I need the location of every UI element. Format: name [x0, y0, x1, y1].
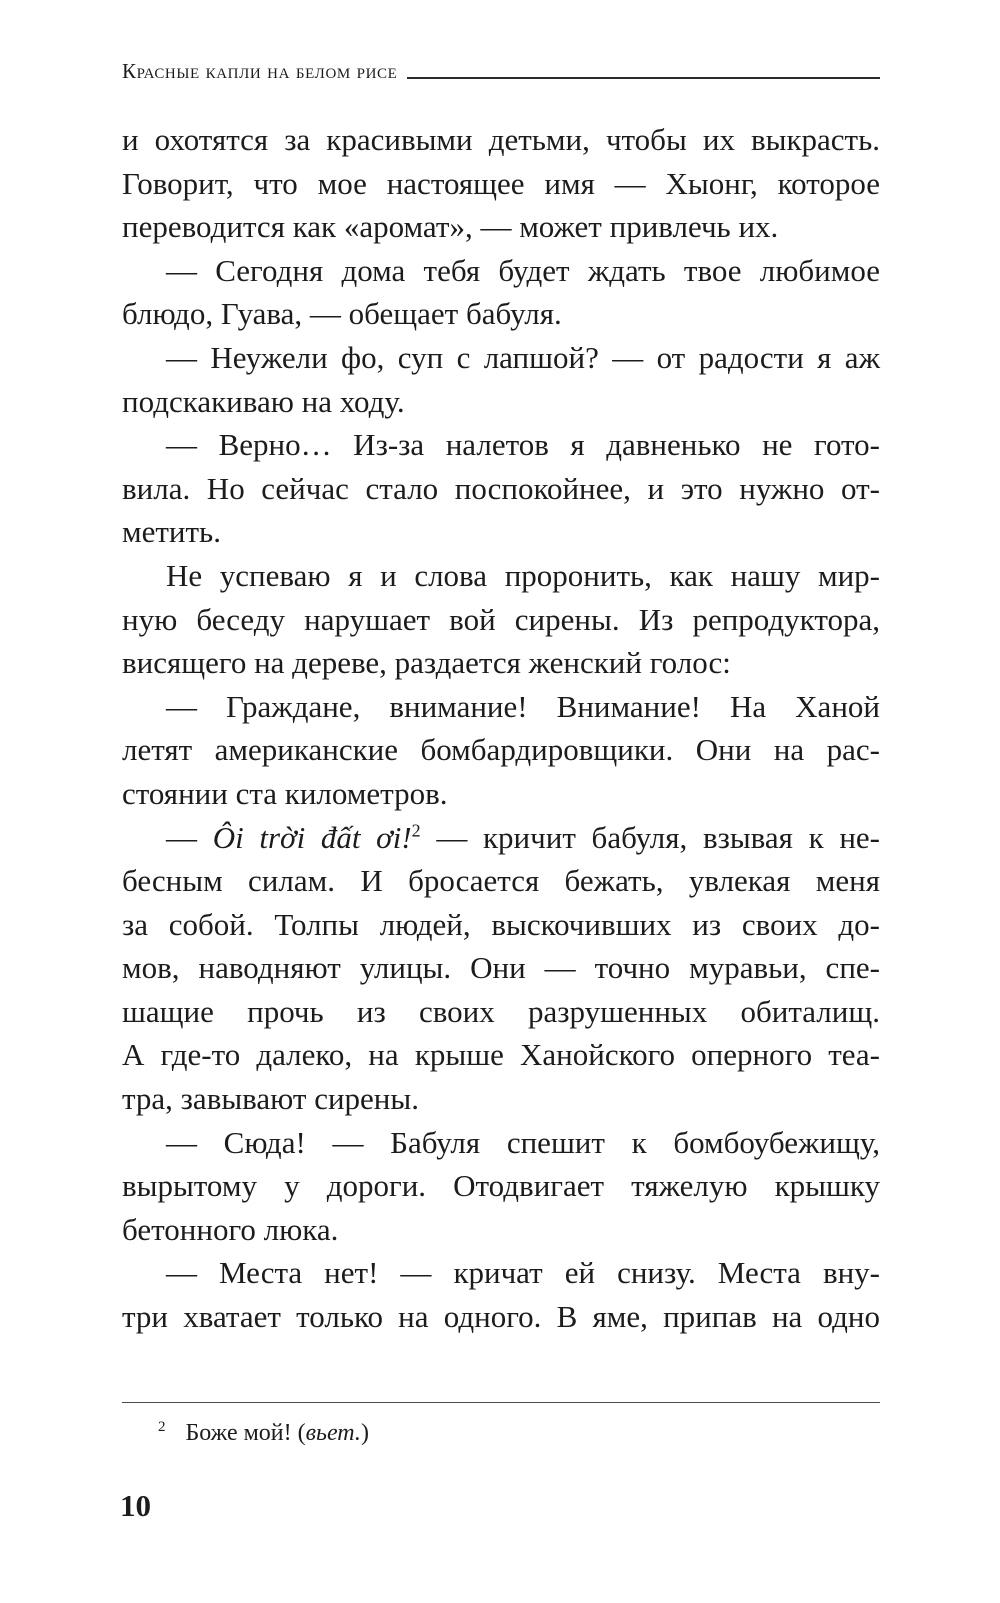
text-line: бетонного люка. [122, 1211, 339, 1247]
text-line-with-footnote-ref [122, 816, 880, 860]
text-line: переводится как «аромат», — может привлечь их. [122, 209, 779, 245]
text-line: — Верно… Из-за налетов я давненько не гото- [166, 427, 880, 463]
footnote-text: Боже мой! ( [185, 1420, 306, 1446]
text-line: А где-то далеко, на крыше Ханойского оперного теа- [122, 1037, 880, 1073]
text-line: Говорит, что мое настоящее имя — Хыонг, которое [122, 165, 880, 201]
text-line: шащие прочь из своих разрушенных обиталищ. [122, 993, 880, 1029]
text-line: — Сегодня дома тебя будет ждать твое любимое [166, 252, 880, 288]
footnote [158, 1418, 369, 1448]
text-line: три хватает только на одного. В яме, припав на одно [122, 1299, 880, 1335]
page-number: 10 [120, 1488, 151, 1523]
exclaim-line-rest: — кричит бабуля, взывая к не- [420, 819, 881, 855]
text-line: — Граждане, внимание! Внимание! На Ханой [166, 688, 880, 724]
running-head [122, 58, 880, 84]
footnote-marker: 2 [158, 1419, 166, 1435]
running-head-rule [407, 77, 880, 79]
text-line: — Неужели фо, суп с лапшой? — от радости я аж [166, 339, 880, 375]
text-line: за собой. Толпы людей, выскочивших из своих до- [122, 906, 880, 942]
footnote-language: вьет. [305, 1420, 361, 1446]
text-line: — Места нет! — кричат ей снизу. Места вну- [166, 1255, 880, 1291]
dash: — [166, 819, 197, 855]
text-line: летят американские бомбардировщики. Они на рас- [122, 732, 880, 768]
text-line: — Сюда! — Бабуля спешит к бомбоубежищу, [166, 1124, 880, 1160]
vietnamese-exclamation: Ôi trời đất ơi! [212, 819, 412, 855]
footnote-reference: 2 [411, 820, 421, 841]
text-line: стоянии ста километров. [122, 775, 448, 811]
text-line: Не успеваю я и слова проронить, как нашу мир- [166, 557, 880, 593]
text-line: мов, наводняют улицы. Они — точно муравьи, спе- [122, 950, 880, 986]
text-line: блюдо, Гуава, — обещает бабуля. [122, 296, 562, 332]
text-line: вырытому у дороги. Отодвигает тяжелую крышку [122, 1168, 880, 1204]
text-line: метить. [122, 514, 221, 550]
text-line: тра, завывают сирены. [122, 1081, 419, 1117]
text-line: ную беседу нарушает вой сирены. Из репродуктора, [122, 601, 880, 637]
text-line: бесным силам. И бросается бежать, увлекая меня [122, 863, 880, 899]
text-line: висящего на дереве, раздается женский голос: [122, 645, 731, 681]
text-line: подскакиваю на ходу. [122, 383, 405, 419]
footnote-rule [122, 1402, 880, 1403]
body-text [122, 118, 880, 1339]
footnote-close: ) [360, 1420, 369, 1446]
running-head-title: Красные капли на белом рисе [122, 59, 398, 83]
text-line: вила. Но сейчас стало поспокойнее, и это нужно от- [122, 470, 880, 506]
text-line: и охотятся за красивыми детьми, чтобы их выкрасть. [122, 122, 880, 157]
